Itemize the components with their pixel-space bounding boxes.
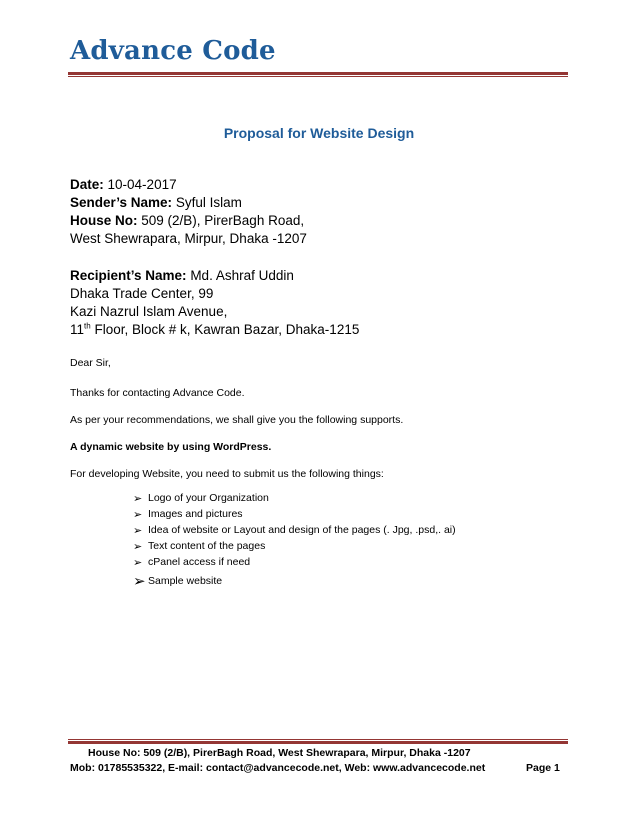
date-line [70, 177, 177, 192]
arrow-bullet-icon: ➢ [133, 524, 143, 537]
thanks-text: Thanks for contacting Advance Code. [70, 387, 245, 399]
house-label: House No: [70, 213, 138, 228]
footer-contact: Mob: 01785535322, E-mail: contact@advancecode.net, Web: www.advancecode.net [70, 762, 486, 774]
sender-address-line: West Shewrapara, Mirpur, Dhaka -1207 [70, 231, 307, 246]
footer-rule-thin [68, 739, 568, 740]
highlight-bold: A dynamic website by using WordPress. [70, 441, 272, 453]
recipient-name-line [70, 268, 294, 283]
date-value: 10-04-2017 [107, 177, 177, 192]
list-item [133, 554, 456, 570]
requirements-list [133, 490, 456, 592]
floor-number: 11 [70, 322, 85, 337]
arrow-bullet-icon: ➢ [133, 573, 146, 590]
footer-rule-thick [68, 741, 568, 744]
date-label: Date: [70, 177, 104, 192]
arrow-bullet-icon: ➢ [133, 508, 143, 521]
brand-title: Advance Code [70, 36, 276, 66]
list-item-text: Text content of the pages [148, 540, 266, 552]
arrow-bullet-icon: ➢ [133, 492, 143, 505]
list-item-text: Logo of your Organization [148, 492, 269, 504]
house-value: 509 (2/B), PirerBagh Road, [141, 213, 305, 228]
highlight-text [70, 441, 271, 453]
salutation: Dear Sir, [70, 357, 111, 369]
list-item [133, 522, 456, 538]
footer-address: House No: 509 (2/B), PirerBagh Road, West Shewrapara, Mirpur, Dhaka -1207 [88, 747, 471, 759]
header-rule-thin [68, 76, 568, 77]
recipient-address-line-2: Kazi Nazrul Islam Avenue, [70, 304, 228, 319]
document-title: Proposal for Website Design [223, 125, 415, 141]
list-item [133, 570, 456, 592]
list-item-text: Images and pictures [148, 508, 243, 520]
header-rule-thick [68, 72, 568, 75]
house-line [70, 213, 304, 228]
page-number: Page 1 [526, 762, 560, 774]
list-item [133, 538, 456, 554]
list-item-text: Sample website [148, 575, 223, 587]
recipient-address-line-1: Dhaka Trade Center, 99 [70, 286, 214, 301]
sender-name-label: Sender’s Name: [70, 195, 173, 210]
arrow-bullet-icon: ➢ [133, 556, 143, 569]
arrow-bullet-icon: ➢ [133, 540, 143, 553]
requirements-intro: For developing Website, you need to submit us the following things: [70, 468, 384, 480]
sender-name-value: Syful Islam [175, 195, 242, 210]
list-item [133, 490, 456, 506]
floor-suffix: th [84, 321, 91, 331]
recipient-name-label: Recipient’s Name: [70, 268, 187, 283]
sender-name-line [70, 195, 242, 210]
list-item-text: cPanel access if need [148, 556, 251, 568]
list-item-text: Idea of website or Layout and design of the pages (. Jpg, .psd,. ai) [148, 524, 456, 536]
recommendation-text: As per your recommendations, we shall give you the following supports. [70, 414, 404, 426]
recipient-name-value: Md. Ashraf Uddin [190, 268, 294, 283]
floor-rest: Floor, Block # k, Kawran Bazar, Dhaka-1215 [94, 322, 360, 337]
list-item [133, 506, 456, 522]
recipient-address-line-3 [70, 322, 359, 337]
